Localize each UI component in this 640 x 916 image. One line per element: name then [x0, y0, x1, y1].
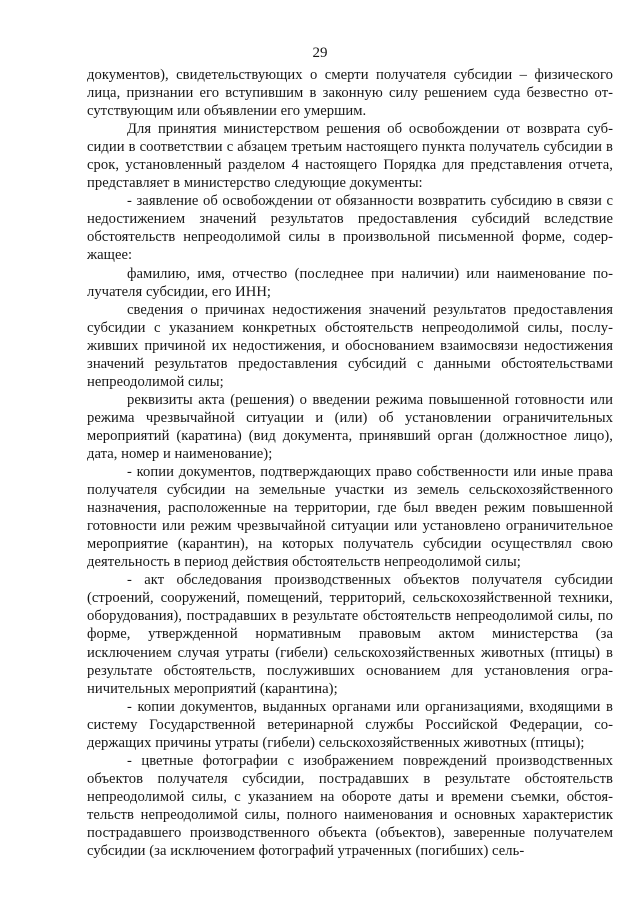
paragraph-4: фамилию, имя, отчество (последнее при наличии) или наименование получателя субсидии, его ИНН;: [87, 265, 613, 300]
paragraph-10: - цветные фотографии с изображением повреждений производственных объектов получателя субсидии, пострадавших в результате обстоятельств непреодолимой силы, с указанием на обороте даты и времени съемки, обстоятельств непреодолимой силы, полного наименования и основных характеристик пострадавшего производственного объекта (объектов), заверенные получателем субсидии (за исключением фотографий утраченных (погибших) сель-: [87, 752, 613, 860]
paragraph-9: - копии документов, выданных органами или организациями, входящими в систему Государственной ветеринарной службы Российской Федерации, содержащих причины утраты (гибели) сельскохозяйственных животных (птицы);: [87, 698, 613, 751]
paragraph-3: - заявление об освобождении от обязанности возвратить субсидию в связи с недостижением значений результатов предоставления субсидий вследствие обстоятельств непреодолимой силы в произвольной письменной форме, содержащее:: [87, 193, 613, 264]
paragraph-7: - копии документов, подтверждающих право собственности или иные права получателя субсидии на земельные участки из земель сельскохозяйственного назначения, расположенные на территории, где был введен режим повышенной готовности или режим чрезвычайной ситуации или установлено ограничительное мероприятие (карантин), на которых получатель субсидии осуществлял свою деятельность в период действия обстоятельств непреодолимой силы;: [87, 464, 613, 571]
body-text: [87, 66, 613, 860]
paragraph-6: реквизиты акта (решения) о введении режима повышенной готовности или режима чрезвычайной ситуации и (или) об установлении ограничительных мероприятий (каратина) (вид документа, принявший орган (должностное лицо), дата, номер и наименование);: [87, 391, 613, 462]
paragraph-8: - акт обследования производственных объектов получателя субсидии (строений, сооружений, помещений, территорий, сельскохозяйственной техники, оборудования), пострадавших в результате обстоятельств непреодолимой силы, по форме, утвержденной нормативным правовым актом министерства (за исключением случая утраты (гибели) сельскохозяйственных животных (птицы) в результате обстоятельств, послуживших основанием для установления ограничительных мероприятий (карантина);: [87, 572, 613, 697]
paragraph-5: сведения о причинах недостижения значений результатов предоставления субсидии с указанием конкретных обстоятельств непреодолимой силы, послуживших причиной их недостижения, и обоснованием взаимосвязи недостижения значений результатов предоставления субсидий с данными обстоятельствами непреодолимой силы;: [87, 301, 613, 390]
page-number: 29: [312, 45, 328, 61]
paragraph-2: Для принятия министерством решения об освобождении от возврата субсидии в соответствии с абзацем третьим настоящего пункта получатель субсидии в срок, установленный разделом 4 настоящего Порядка для представления отчета, представляет в министерство следующие документы:: [87, 121, 613, 192]
paragraph-1: документов), свидетельствующих о смерти получателя субсидии – физического лица, признании его вступившим в законную силу решением суда безвестно отсутствующим или объявлении его умершим.: [87, 67, 613, 120]
